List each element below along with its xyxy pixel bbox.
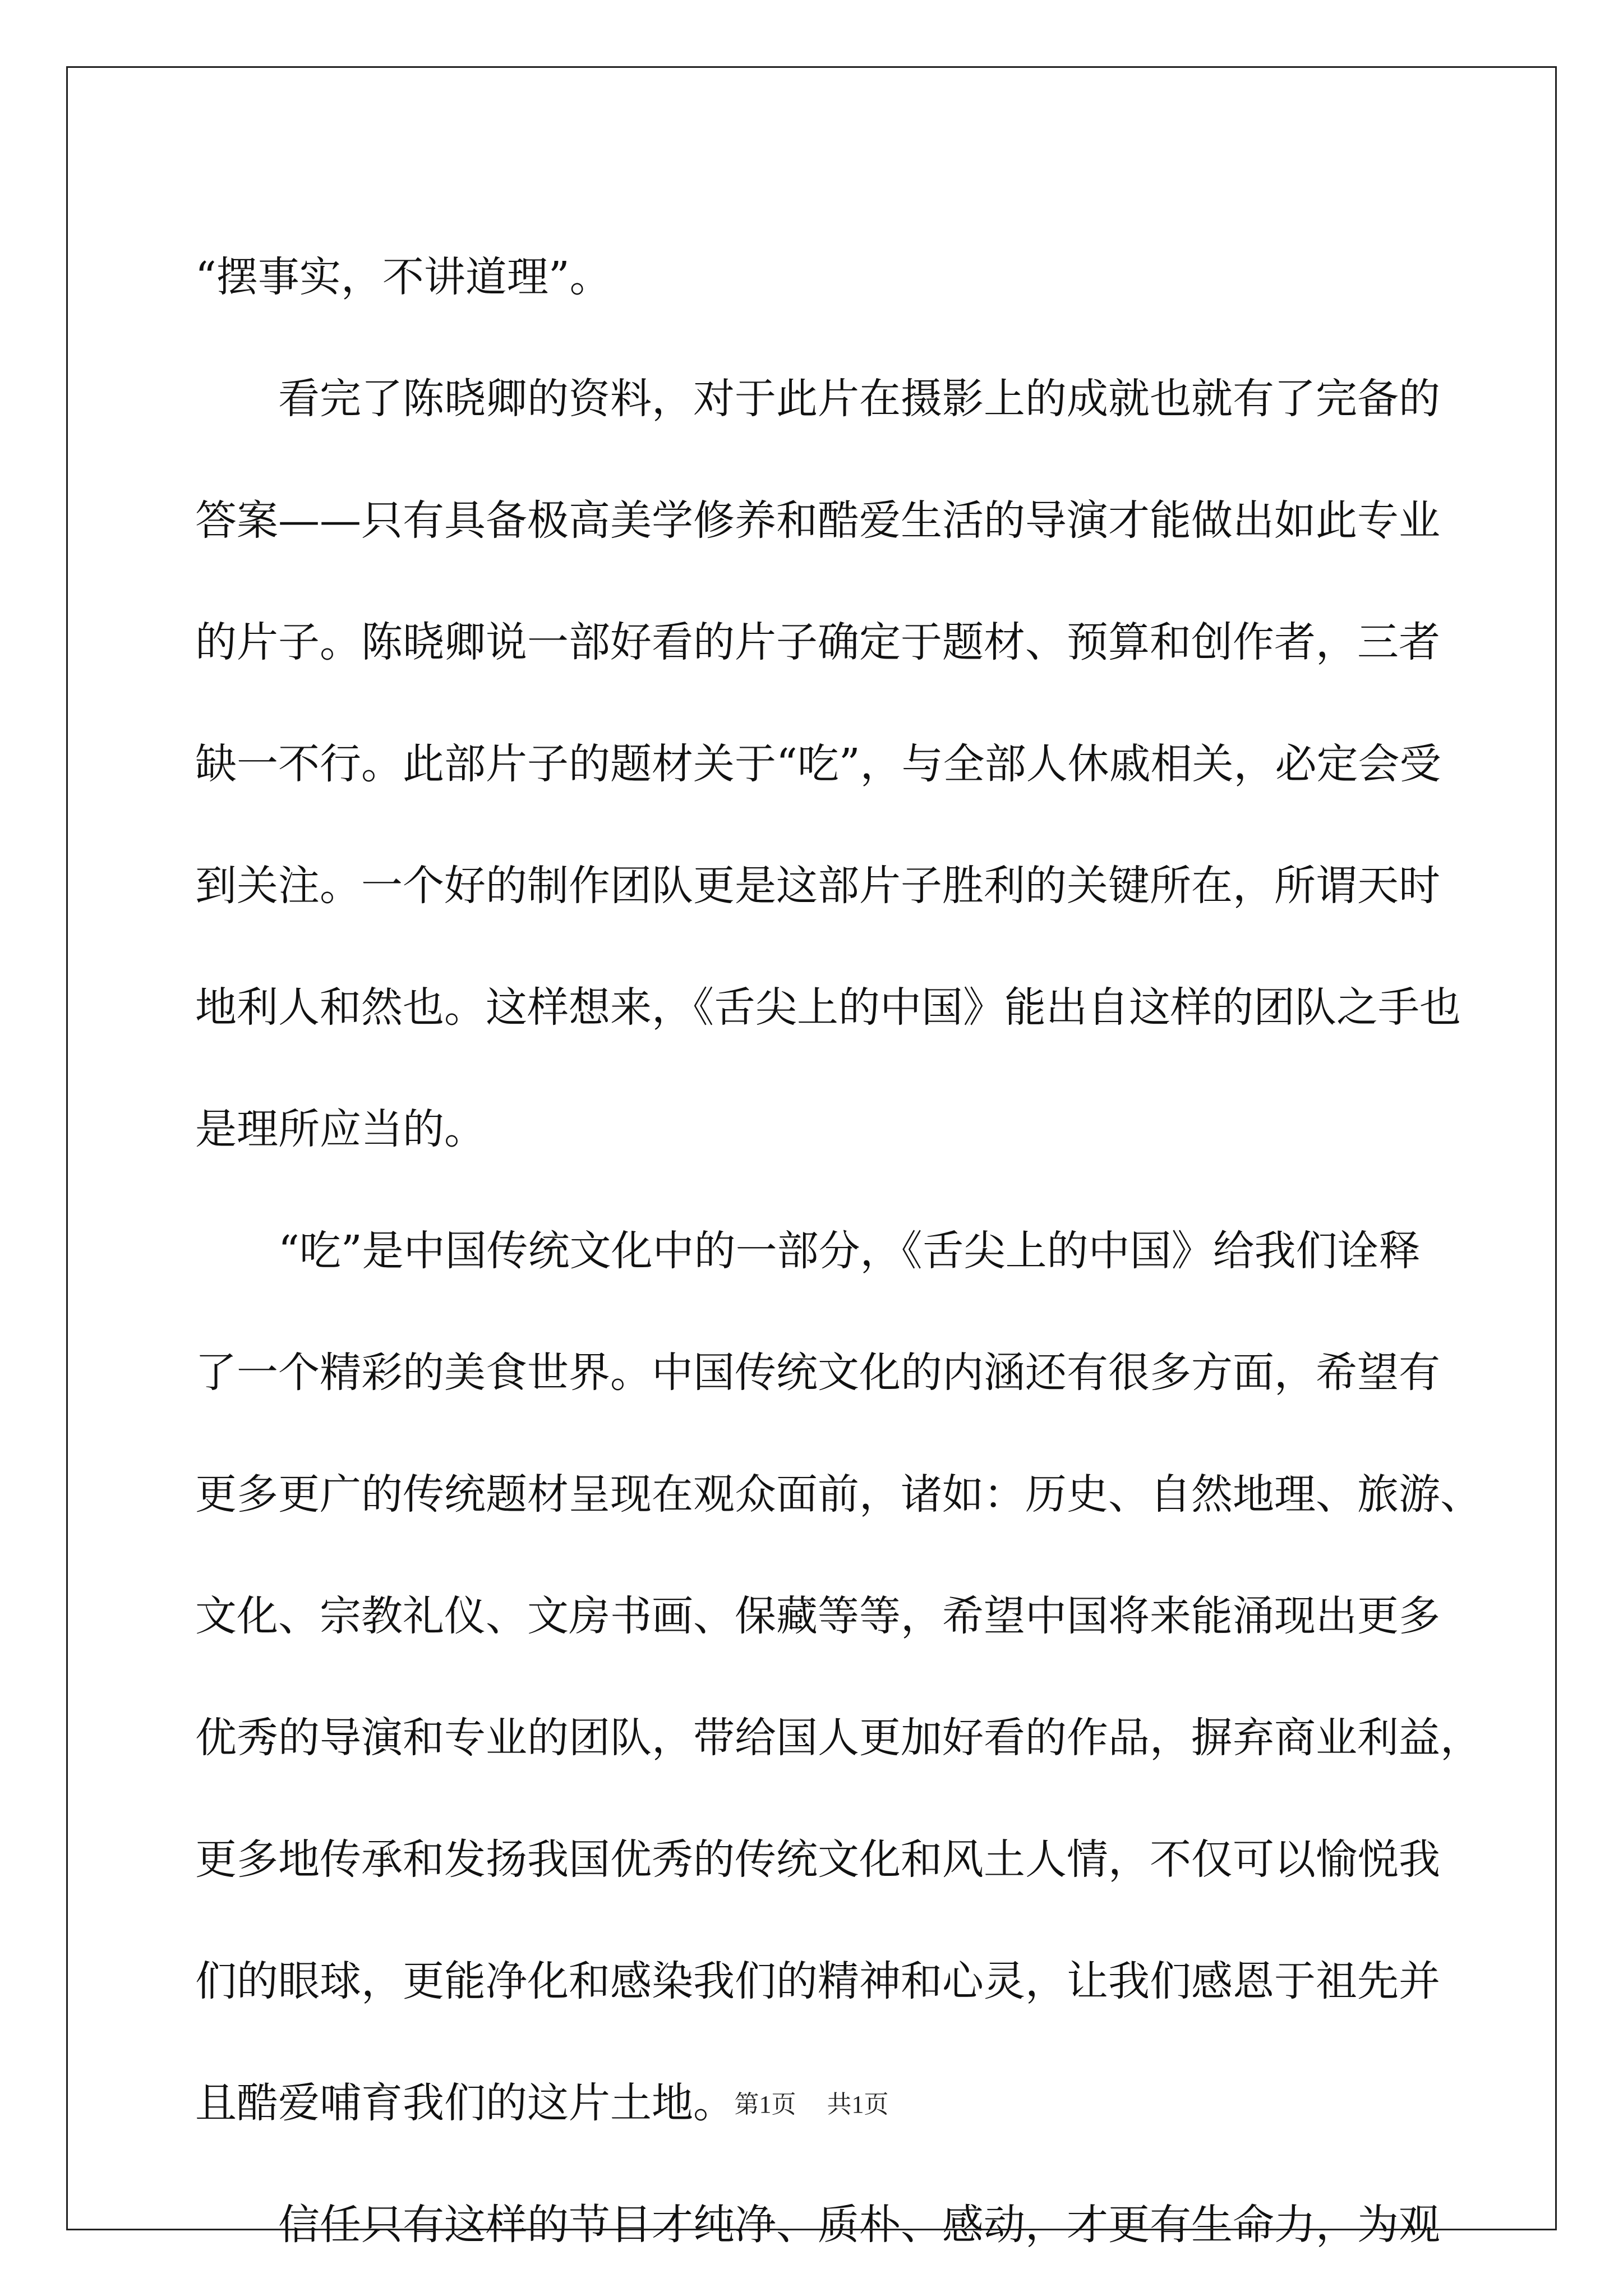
text-line: 信任只有这样的节目才纯净、质朴、感动，才更有生命力，为观 — [278, 2201, 1440, 2249]
text-line: 的片子。陈晓卿说一部好看的片子确定于题材、预算和创作者，三者 — [195, 618, 1440, 666]
text-line: 优秀的导演和专业的团队，带给国人更加好看的作品，摒弃商业利益， — [195, 1714, 1482, 1762]
document-body — [195, 217, 1482, 2286]
text-line: 到关注。一个好的制作团队更是这部片子胜利的关键所在，所谓天时 — [195, 862, 1440, 910]
text-line: 且酷爱哺育我们的这片土地。 — [195, 2079, 735, 2127]
text-line: 们的眼球，更能净化和感染我们的精神和心灵，让我们感恩于祖先并 — [195, 1957, 1440, 2005]
page-footer — [0, 2088, 1623, 2122]
text-line: 地利人和然也。这样想来，《舌尖上的中国》能出自这样的团队之手也 — [195, 983, 1461, 1032]
text-line: 答案——只有具备极高美学修养和酷爱生活的导演才能做出如此专业 — [195, 496, 1440, 545]
text-line: 更多地传承和发扬我国优秀的传统文化和风土人情，不仅可以愉悦我 — [195, 1835, 1440, 1884]
text-line: 是理所应当的。 — [195, 1105, 486, 1153]
text-line: 更多更广的传统题材呈现在观众面前，诸如：历史、自然地理、旅游、 — [195, 1470, 1482, 1519]
text-line: 文化、宗教礼仪、文房书画、保藏等等，希望中国将来能涌现出更多 — [195, 1592, 1440, 1640]
text-line: “摆事实，不讲道理”。 — [195, 253, 611, 301]
text-line: “吃”是中国传统文化中的一部分，《舌尖上的中国》给我们诠释 — [278, 1227, 1421, 1275]
text-line: 看完了陈晓卿的资料，对于此片在摄影上的成就也就有了完备的 — [278, 375, 1440, 423]
page-number: 第1页 — [734, 2091, 796, 2118]
text-line: 缺一不行。此部片子的题材关于“吃”，与全部人休戚相关，必定会受 — [195, 740, 1441, 788]
text-line: 了一个精彩的美食世界。中国传统文化的内涵还有很多方面，希望有 — [195, 1349, 1440, 1397]
page-total: 共1页 — [827, 2091, 889, 2118]
